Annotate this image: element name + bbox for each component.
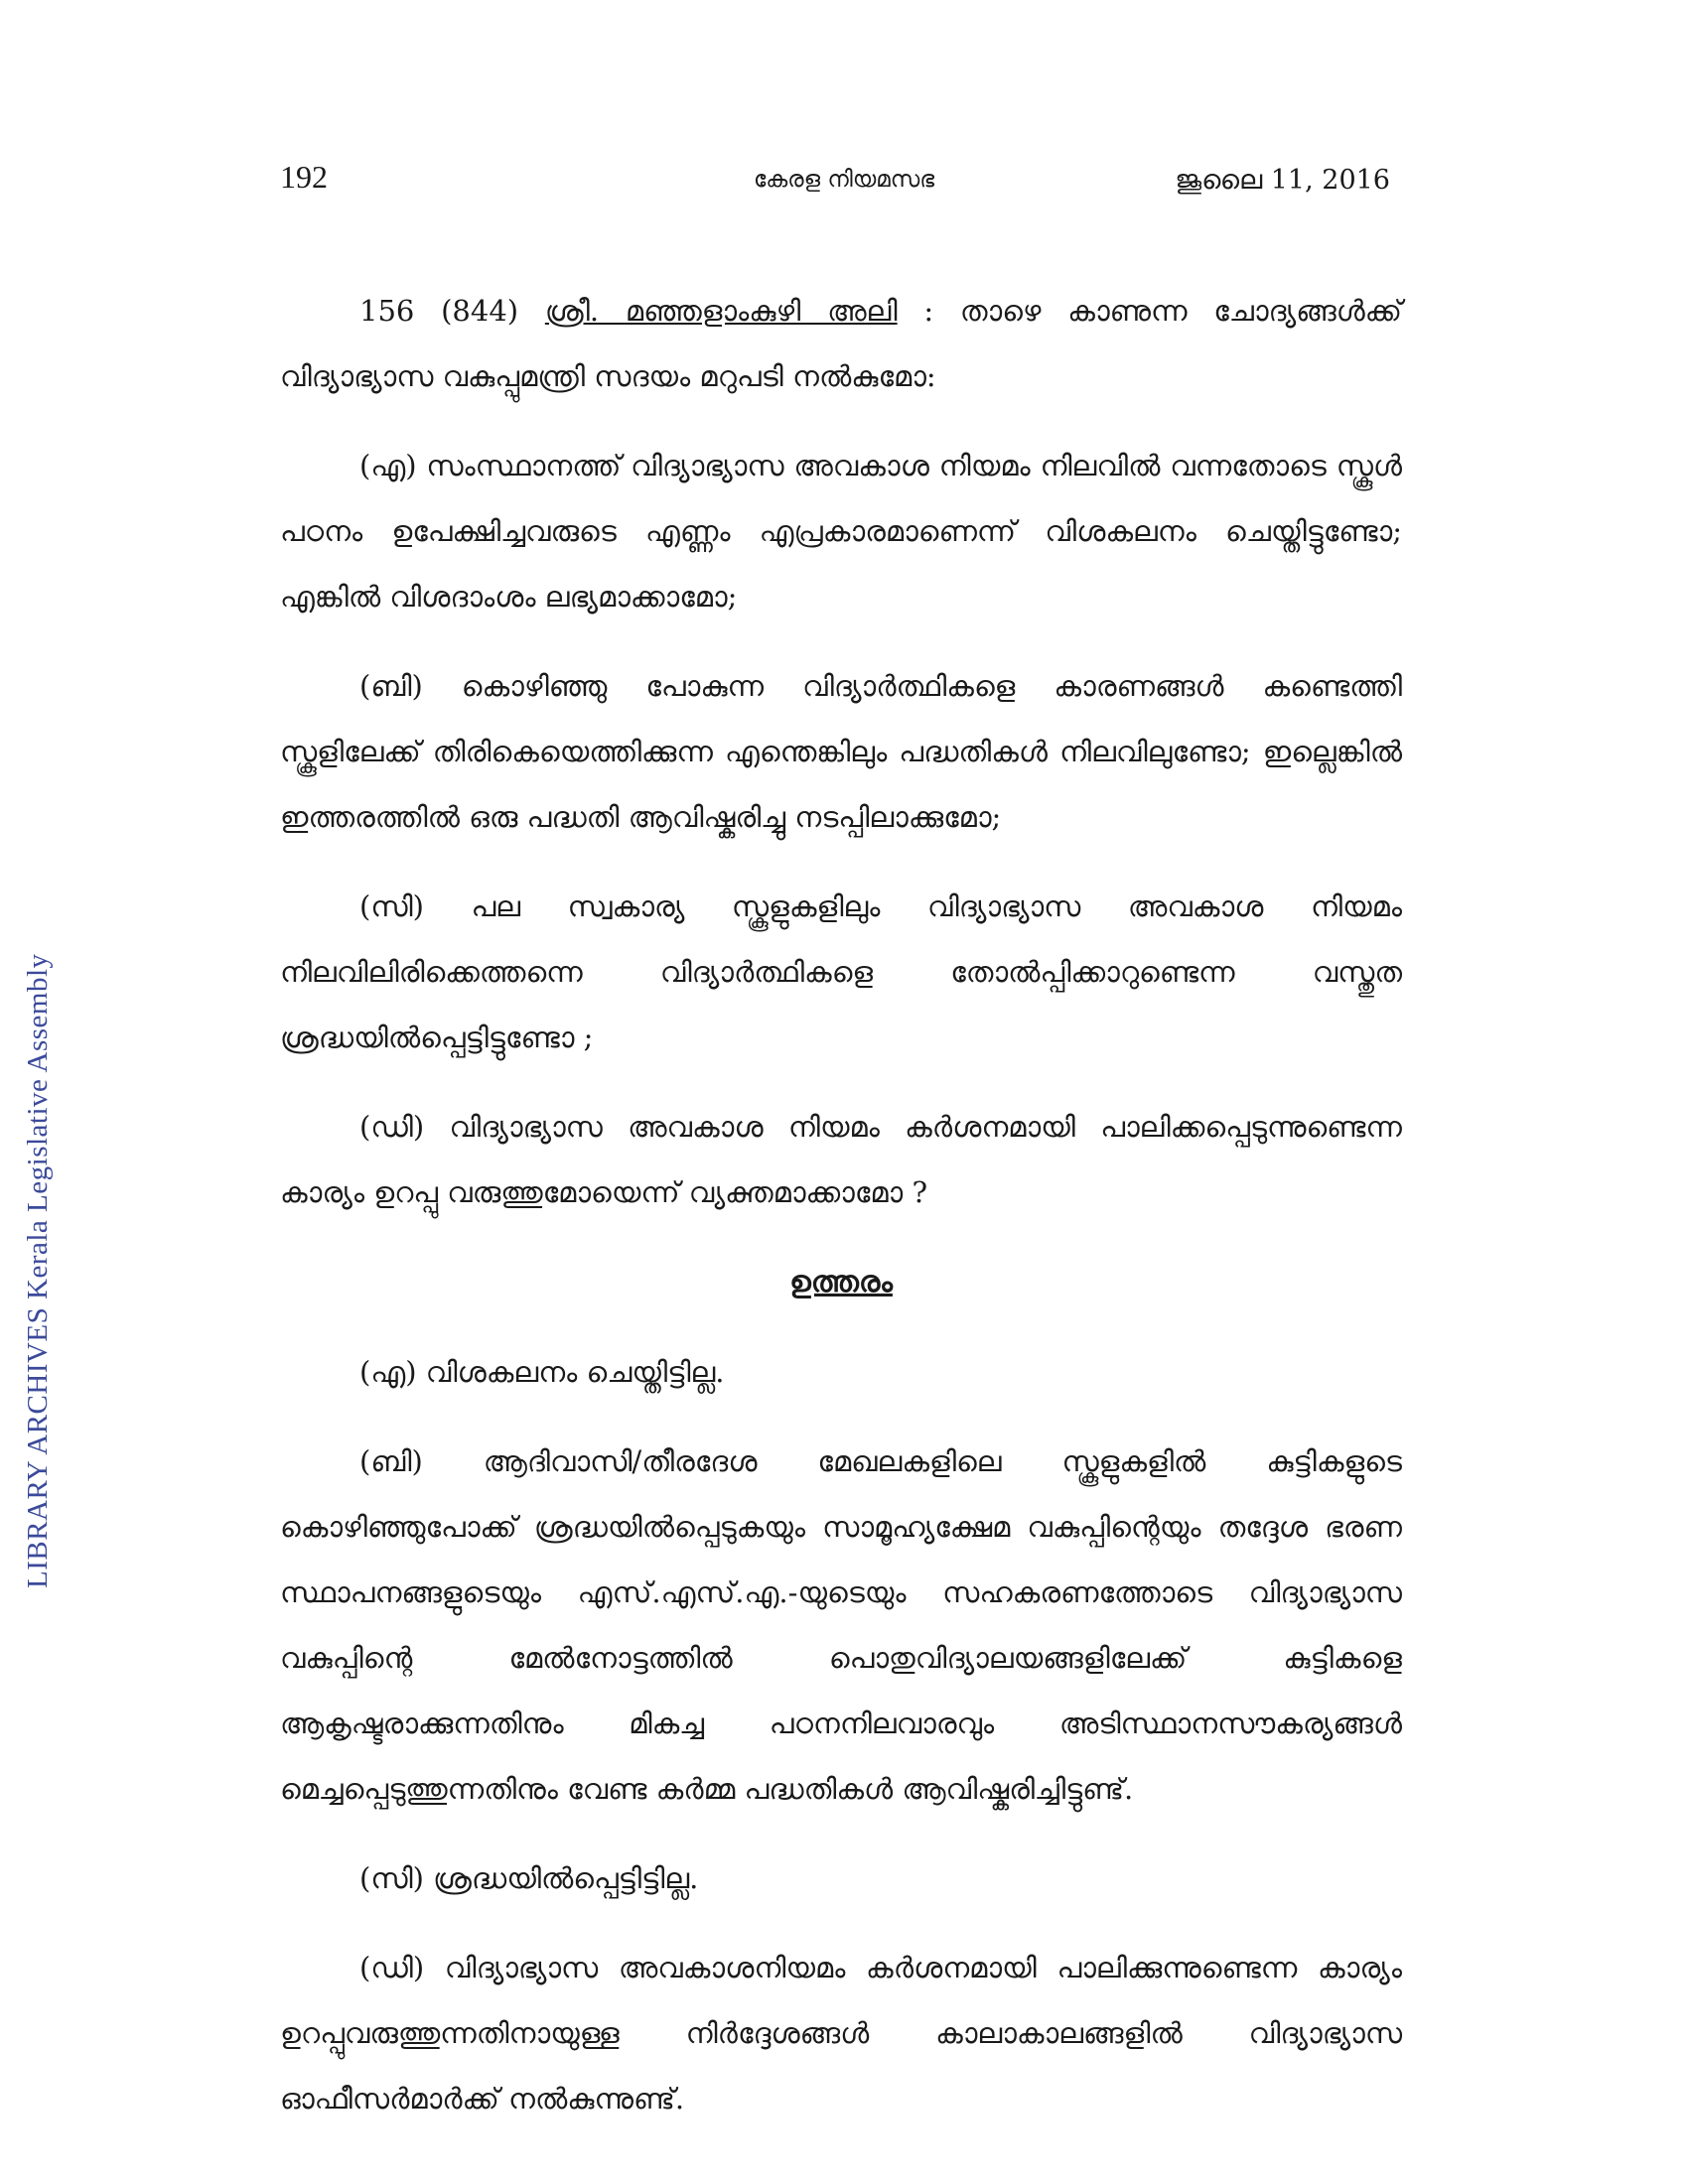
answer-b: (ബി) ആദിവാസി/തീരദേശ മേഖലകളിലെ സ്കൂളുകളിൽ കുട്ടികളുടെ കൊഴിഞ്ഞുപോക്ക് ശ്രദ്ധയിൽപ്പെടുകയും സാമൂഹ്യക്ഷേമ വകുപ്പിന്റെയും തദ്ദേശ ഭരണ സ്ഥാപനങ്ങളുടെയും എസ്.എസ്.എ.-യുടെയും സഹകരണത്തോടെ വിദ്യാഭ്യാസ വകുപ്പിന്റെ മേൽനോട്ടത്തിൽ പൊതുവിദ്യാലയങ്ങളിലേക്ക് കുട്ടികളെ ആകൃഷ്ടരാക്കുന്നതിനും മികച്ച പഠനനിലവാരവും അടിസ്ഥാനസൗകര്യങ്ങൾ മെച്ചപ്പെടുത്തുന്നതിനും വേണ്ട കർമ്മ പദ്ധതികൾ ആവിഷ്കരിച്ചിട്ടുണ്ട്. (280, 1444, 1402, 1806)
question-b: (ബി) കൊഴിഞ്ഞു പോകുന്ന വിദ്യാർത്ഥികളെ കാരണങ്ങൾ കണ്ടെത്തി സ്കൂളിലേക്ക് തിരികെയെത്തിക്കുന്ന എന്തെങ്കിലും പദ്ധതികൾ നിലവിലുണ്ടോ; ഇല്ലെങ്കിൽ ഇത്തരത്തിൽ ഒരു പദ്ധതി ആവിഷ്കരിച്ചു നടപ്പിലാക്കുമോ; (280, 669, 1402, 834)
question-c: (സി) പല സ്വകാര്യ സ്കൂളുകളിലും വിദ്യാഭ്യാസ അവകാശ നിയമം നിലവിലിരിക്കെത്തന്നെ വിദ്യാർത്ഥികളെ തോൽപ്പിക്കാറുണ്ടെന്ന വസ്തുത ശ്രദ്ധയിൽപ്പെട്ടിട്ടുണ്ടോ ; (280, 889, 1402, 1054)
archive-watermark: LIBRARY ARCHIVES Kerala Legislative Assembly (22, 953, 54, 1588)
answer-a: (എ) വിശകലനം ചെയ്തിട്ടില്ല. (359, 1355, 725, 1389)
answer-heading-text: ഉത്തരം (789, 1265, 893, 1299)
question-intro (280, 278, 1402, 409)
answer-d: (ഡി) വിദ്യാഭ്യാസ അവകാശനിയമം കർശനമായി പാലിക്കുന്നുണ്ടെന്ന കാര്യം ഉറപ്പുവരുത്തുന്നതിനായുള്ള നിർദ്ദേശങ്ങൾ കാലാകാലങ്ങളിൽ വിദ്യാഭ്യാസ ഓഫീസർമാർക്ക് നൽകുന്നുണ്ട്. (280, 1951, 1402, 2116)
question-d: (ഡി) വിദ്യാഭ്യാസ അവകാശ നിയമം കർശനമായി പാലിക്കപ്പെടുന്നുണ്ടെന്ന കാര്യം ഉറപ്പു വരുത്തുമോയെന്ന് വ്യക്തമാക്കാമോ ? (280, 1110, 1402, 1209)
header-date: ജൂലൈ 11, 2016 (1175, 165, 1390, 196)
answer-c: (സി) ശ്രദ്ധയിൽപ്പെട്ടിട്ടില്ല. (359, 1861, 699, 1895)
answer-heading (280, 1249, 1402, 1315)
document-body (280, 278, 1402, 2155)
question-number: 156 (844) (359, 294, 519, 328)
header-title: കേരള നിയമസഭ (753, 167, 935, 193)
question-a: (എ) സംസ്ഥാനത്ത് വിദ്യാഭ്യാസ അവകാശ നിയമം നിലവിൽ വന്നതോടെ സ്കൂൾ പഠനം ഉപേക്ഷിച്ചവരുടെ എണ്ണം എപ്രകാരമാണെന്ന് വിശകലനം ചെയ്തിട്ടുണ്ടോ; എങ്കിൽ വിശദാംശം ലഭ്യമാക്കാമോ; (280, 449, 1402, 614)
question-intro-text: : താഴെ കാണുന്ന ചോദ്യങ്ങൾക്ക് വിദ്യാഭ്യാസ വകുപ്പുമന്ത്രി സദയം മറുപടി നൽകുമോ: (280, 294, 1403, 393)
member-name: ശ്രീ. മഞ്ഞളാംകുഴി അലി (544, 294, 898, 328)
page-header (0, 0, 1688, 218)
page-number: 192 (280, 159, 328, 195)
